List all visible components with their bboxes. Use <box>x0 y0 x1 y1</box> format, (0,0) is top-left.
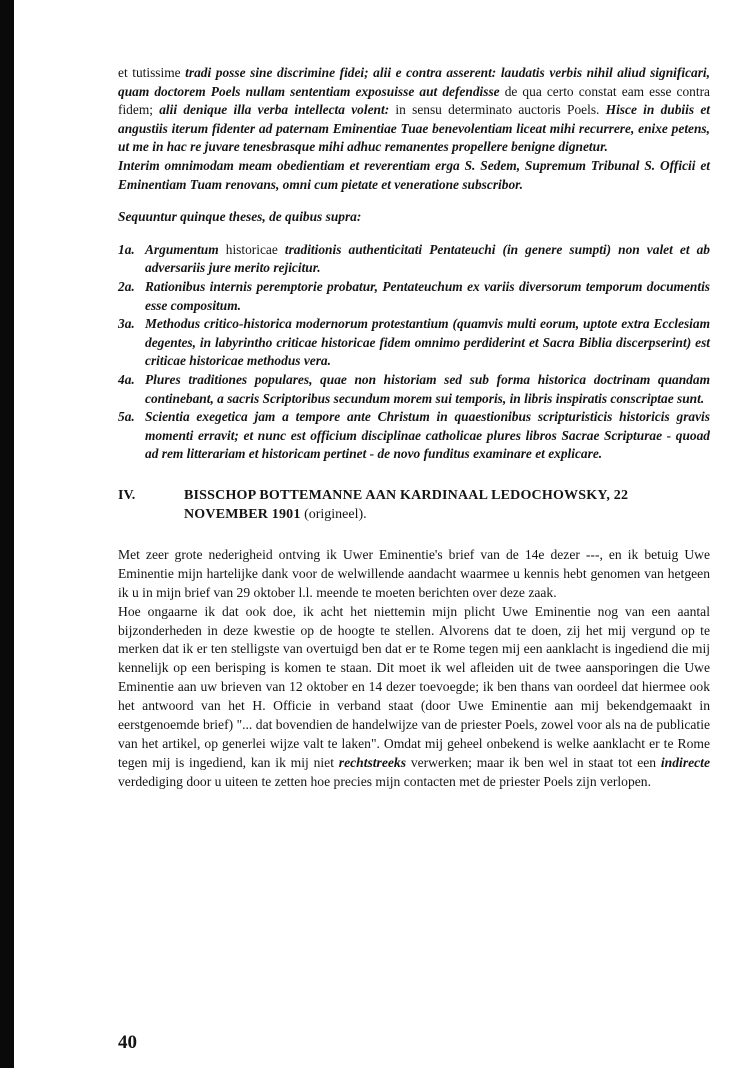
text-run: verwerken; maar ik ben wel in staat tot een <box>406 754 661 770</box>
thesis-text <box>145 372 710 406</box>
text-run: Rationibus internis peremptorie probatur, Pentateuchum ex variis diversorum temporum documentis esse compositum. <box>145 278 710 313</box>
thesis-text <box>145 316 710 368</box>
thesis-text <box>145 242 710 276</box>
thesis-text <box>145 279 710 313</box>
text-run: Hoe ongaarne ik dat ook doe, ik acht het niettemin mijn plicht Uwe Eminentie nog van een aantal bijzonderheden in deze kwestie op de hoogte te stellen. Alvorens dat te doen, zij het mij vergund op te merken dat ik er ten stelligste van overtuigd ben dat er te Rome tegen mij een aanklacht is ingediend die mij kennelijk op een berisping is komen te staan. Dit moet ik wel afleiden uit de twee aansporingen die Uwe Eminentie aan uw brieven van 12 oktober en 14 dezer toevoegde; ik ben thans van oordeel dat hiermee ook het antwoord van het H. Officie in verband staat (door Uwe Eminentie aan mij bekendgemaakt in eerstgenoemde brief) "... dat bovendien de handelwijze van de priester Poels, zowel voor als na de publicatie van het artikel, op generlei wijze valt te laken". Omdat mij geheel onbekend is welke aanklacht er te Rome tegen mij is ingediend, kan ik mij niet <box>118 603 710 770</box>
latin-letter-paragraph-2: Interim omnimodam meam obedientiam et reverentiam erga S. Sedem, Supremum Tribunal S. Officii et Eminentiam Tuam renovans, omni cum pietate et veneratione subscribor. <box>118 157 710 192</box>
latin-letter-paragraph-1 <box>118 64 710 157</box>
dutch-paragraph-2 <box>118 603 710 792</box>
text-run: in sensu determinato auctoris Poels. <box>389 102 606 118</box>
text-run: et tutissime <box>118 65 186 80</box>
thesis-item <box>118 241 710 278</box>
thesis-item <box>118 371 710 408</box>
thesis-number: 3a. <box>118 316 135 332</box>
page-content <box>118 64 710 792</box>
scan-edge-bar <box>0 0 14 1068</box>
text-run: verdediging door u uiteen te zetten hoe precies mijn contacten met de priester Poels zijn verlopen. <box>118 773 651 789</box>
text-run: alii denique illa verba intellecta volent: <box>159 102 390 118</box>
text-run: indirecte <box>660 754 710 770</box>
section-title: BISSCHOP BOTTEMANNE AAN KARDINAAL LEDOCHOWSKY, 22 NOVEMBER 1901 <box>184 487 629 522</box>
text-run: Scientia exegetica jam a tempore ante Christum in quaestionibus scripturisticis historicis gravis momenti erravit; et nunc est officium disciplinae catholicae plures libros Sacrae Scripturae - quoad ad rem litterariam et historicam pertinet - de novo funditus examinare et explicare. <box>145 409 710 462</box>
text-run: Hisce in dubiis et angustiis iterum fidenter ad paternam Eminentiae Tuae benevolentiam liceat mihi recurrere, enixe petens, ut me in hac re juvare tenesbrasque mihi adhuc remanentes propellere benigne dignetur. <box>118 102 711 155</box>
thesis-item <box>118 278 710 315</box>
page-number: 40 <box>118 1032 137 1053</box>
text-run: rechtstreeks <box>338 754 407 770</box>
text-run: Plures traditiones populares, quae non historiam sed sub forma historica doctrinam quandam continebant, a sacris Scriptoribus secundum morem sui temporis, in libris inspiratis conscriptae sunt. <box>145 371 710 406</box>
text-run: Methodus critico-historica modernorum protestantium (quamvis multi eorum, uptote extra Ecclesiam degentes, in labyrintho criticae historicae fidem omnimo perdiderint et Sacra Biblia discerpserint) est criticae historicae methodus vera. <box>145 316 710 369</box>
section-heading <box>118 486 710 524</box>
text-run: de qua certo constat eam esse contra fidem; <box>118 83 711 118</box>
text-run: Argumentum <box>145 241 219 257</box>
text-run: traditionis authenticitati Pentateuchi (in genere sumpti) non valet et ab adversariis jure merito rejicitur. <box>145 241 711 276</box>
text-run: historicae <box>218 241 285 257</box>
thesis-number: 2a. <box>118 278 135 294</box>
dutch-paragraph-1: Met zeer grote nederigheid ontving ik Uwer Eminentie's brief van de 14e dezer ---, en ik betuig Uwe Eminentie mijn hartelijke dank voor de welwillende aandacht waarmee u kennis hebt genomen van hetgeen ik u in mijn brief van 29 oktober l.l. meende te moeten berichten over deze zaak. <box>118 546 710 600</box>
theses-list <box>118 241 710 464</box>
thesis-text <box>145 409 710 461</box>
thesis-item <box>118 408 710 464</box>
text-run: tradi posse sine discrimine fidei; alii e contra asserent: laudatis verbis nihil aliud significari, quam doctorem Poels nullam sententiam exposuisse aut defendisse <box>118 65 710 99</box>
thesis-number: 5a. <box>118 409 135 425</box>
theses-intro: Sequuntur quinque theses, de quibus supra: <box>118 209 362 225</box>
thesis-item <box>118 315 710 371</box>
thesis-number: 4a. <box>118 371 135 387</box>
section-note: (origineel). <box>300 506 367 522</box>
thesis-number: 1a. <box>118 241 135 257</box>
section-number: IV. <box>118 487 136 503</box>
